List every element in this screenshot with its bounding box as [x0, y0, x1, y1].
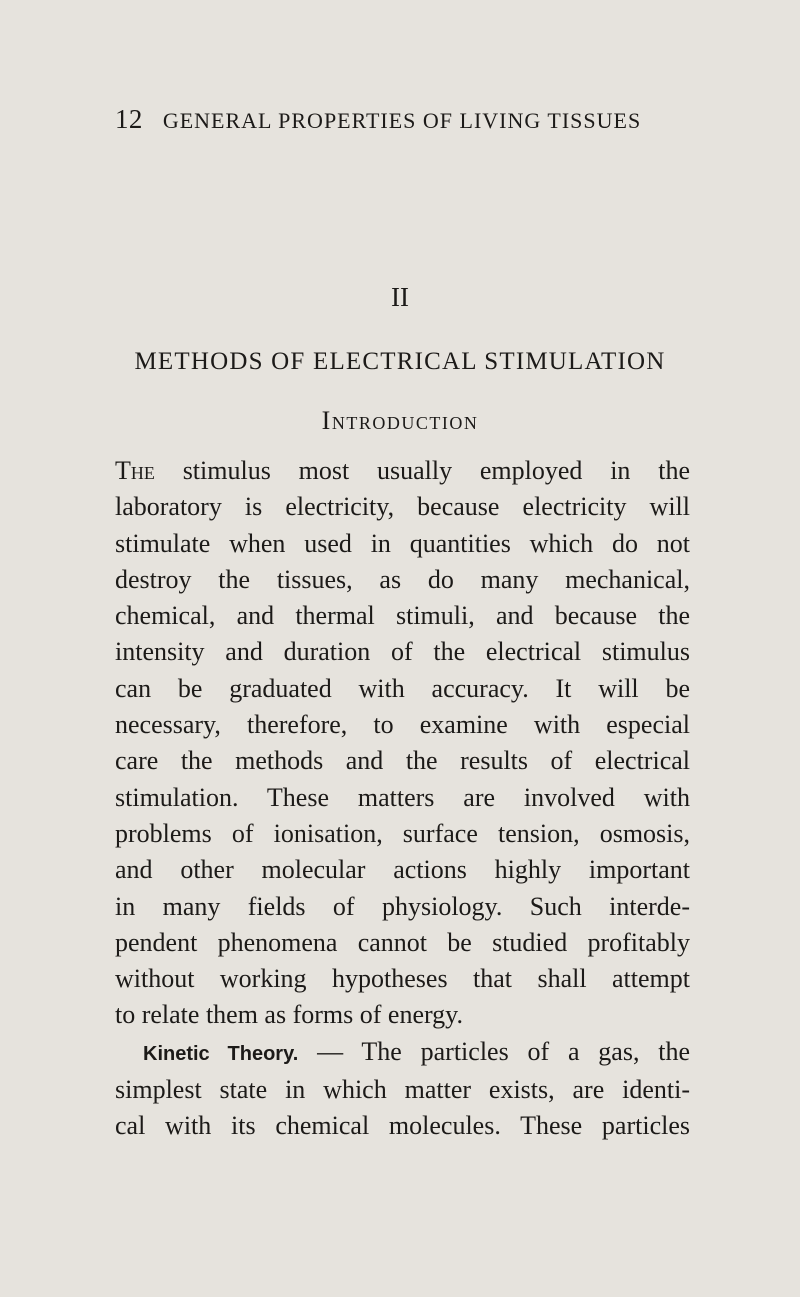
section-title: METHODS OF ELECTRICAL STIMULATION [134, 348, 666, 375]
paragraph-line-text: — The particles of a gas, the [298, 1036, 691, 1066]
paragraph-line [115, 1034, 690, 1072]
paragraph-line: chemical, and thermal stimuli, and because the [115, 601, 690, 631]
paragraph-line: necessary, therefore, to examine with especial [115, 710, 690, 740]
paragraph-line-text: stimulus most usually employed in the [154, 456, 690, 485]
paragraph-line: simplest state in which matter exists, are identi- [115, 1075, 690, 1105]
side-heading: Kinetic Theory. [143, 1042, 299, 1065]
running-head [115, 104, 641, 135]
paragraph-line: and other molecular actions highly important [115, 855, 690, 885]
paragraph-line: to relate them as forms of energy. [115, 1000, 463, 1030]
paragraph-line: intensity and duration of the electrical stimulus [115, 637, 690, 667]
paragraph-line: stimulation. These matters are involved with [115, 782, 690, 812]
paragraph-first-word: The [115, 456, 155, 485]
page-number: 12 [115, 104, 143, 134]
section-number: II [391, 282, 409, 312]
paragraph-line: stimulate when used in quantities which do not [115, 528, 690, 558]
paragraph-line: problems of ionisation, surface tension, osmosis, [115, 818, 690, 848]
paragraph-line: in many fields of physiology. Such interde- [115, 891, 690, 921]
paragraph-line: destroy the tissues, as do many mechanical, [115, 564, 690, 594]
body-text [115, 453, 690, 1145]
paragraph-line: cal with its chemical molecules. These particles [115, 1111, 690, 1141]
paragraph-line: without working hypotheses that shall attempt [115, 964, 690, 994]
paragraph-line: pendent phenomena cannot be studied profitably [115, 927, 690, 957]
paragraph-line: laboratory is electricity, because electricity will [115, 492, 690, 522]
paragraph-line: care the methods and the results of electrical [115, 746, 690, 776]
running-title: GENERAL PROPERTIES OF LIVING TISSUES [162, 108, 642, 133]
paragraph-line [115, 453, 690, 489]
paragraph-line: can be graduated with accuracy. It will be [115, 673, 690, 703]
subheading: Introduction [321, 406, 479, 435]
